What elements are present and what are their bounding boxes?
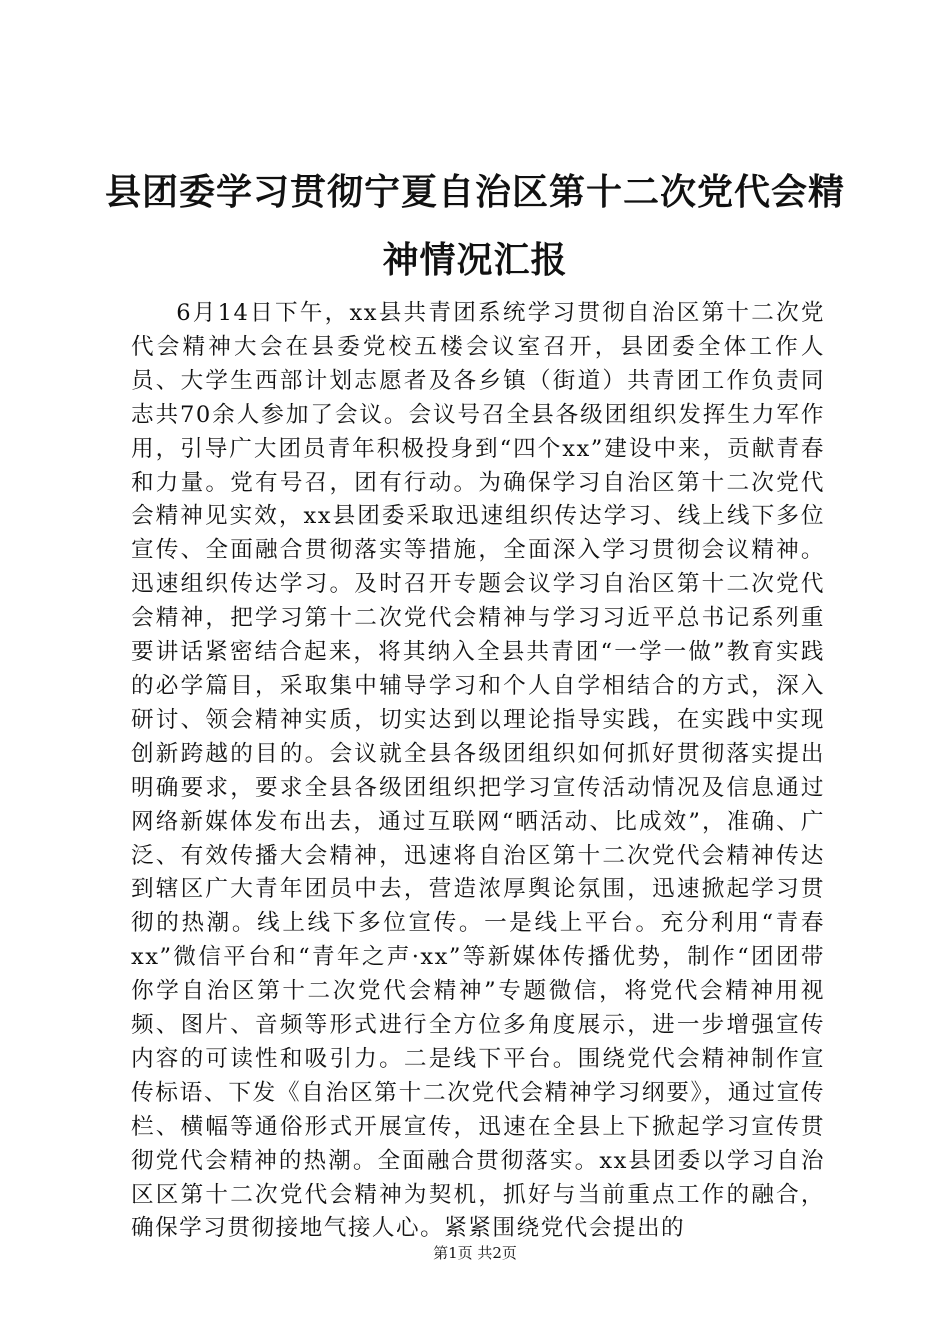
body-paragraph: 6月14日下午，xx县共青团系统学习贯彻自治区第十二次党代会精神大会在县委党校五楼会议室召开，县团委全体工作人员、大学生西部计划志愿者及各乡镇（街道）共青团工作负责同志共70余人参加了会议。会议号召全县各级团组织发挥生力军作用，引导广大团员青年积极投身到“四个xx”建设中来，贡献青春和力量。党有号召，团有行动。为确保学习自治区第十二次党代会精神见实效，xx县团委采取迅速组织传达学习、线上线下多位宣传、全面融合贯彻落实等措施，全面深入学习贯彻会议精神。迅速组织传达学习。及时召开专题会议学习自治区第十二次党代会精神，把学习第十二次党代会精神与学习习近平总书记系列重要讲话紧密结合起来，将其纳入全县共青团“一学一做”教育实践的必学篇目，采取集中辅导学习和个人自学相结合的方式，深入研讨、领会精神实质，切实达到以理论指导实践，在实践中实现创新跨越的目的。会议就全县各级团组织如何抓好贯彻落实提出明确要求，要求全县各级团组织把学习宣传活动情况及信息通过网络新媒体发布出去，通过互联网“晒活动、比成效”，准确、广泛、有效传播大会精神，迅速将自治区第十二次党代会精神传达到辖区广大青年团员中去，营造浓厚舆论氛围，迅速掀起学习贯彻的热潮。线上线下多位宣传。一是线上平台。充分利用“青春xx”微信平台和“青年之声·xx”等新媒体传播优势，制作“团团带你学自治区第十二次党代会精神”专题微信，将党代会精神用视频、图片、音频等形式进行全方位多角度展示，进一步增强宣传内容的可读性和吸引力。二是线下平台。围绕党代会精神制作宣传标语、下发《自治区第十二次党代会精神学习纲要》，通过宣传栏、横幅等通俗形式开展宣传，迅速在全县上下掀起学习宣传贯彻党代会精神的热潮。全面融合贯彻落实。xx县团委以学习自治区区第十二次党代会精神为契机，抓好与当前重点工作的融合，确保学习贯彻接地气接人心。紧紧围绕党代会提出的: [131, 300, 825, 1242]
page-footer: 第1页 共2页: [433, 1244, 517, 1262]
document-title: [100, 158, 850, 294]
title-line-1: 县团委学习贯彻宁夏自治区第十二次党代会精: [104, 171, 845, 213]
title-line-2: 神情况汇报: [382, 239, 568, 281]
